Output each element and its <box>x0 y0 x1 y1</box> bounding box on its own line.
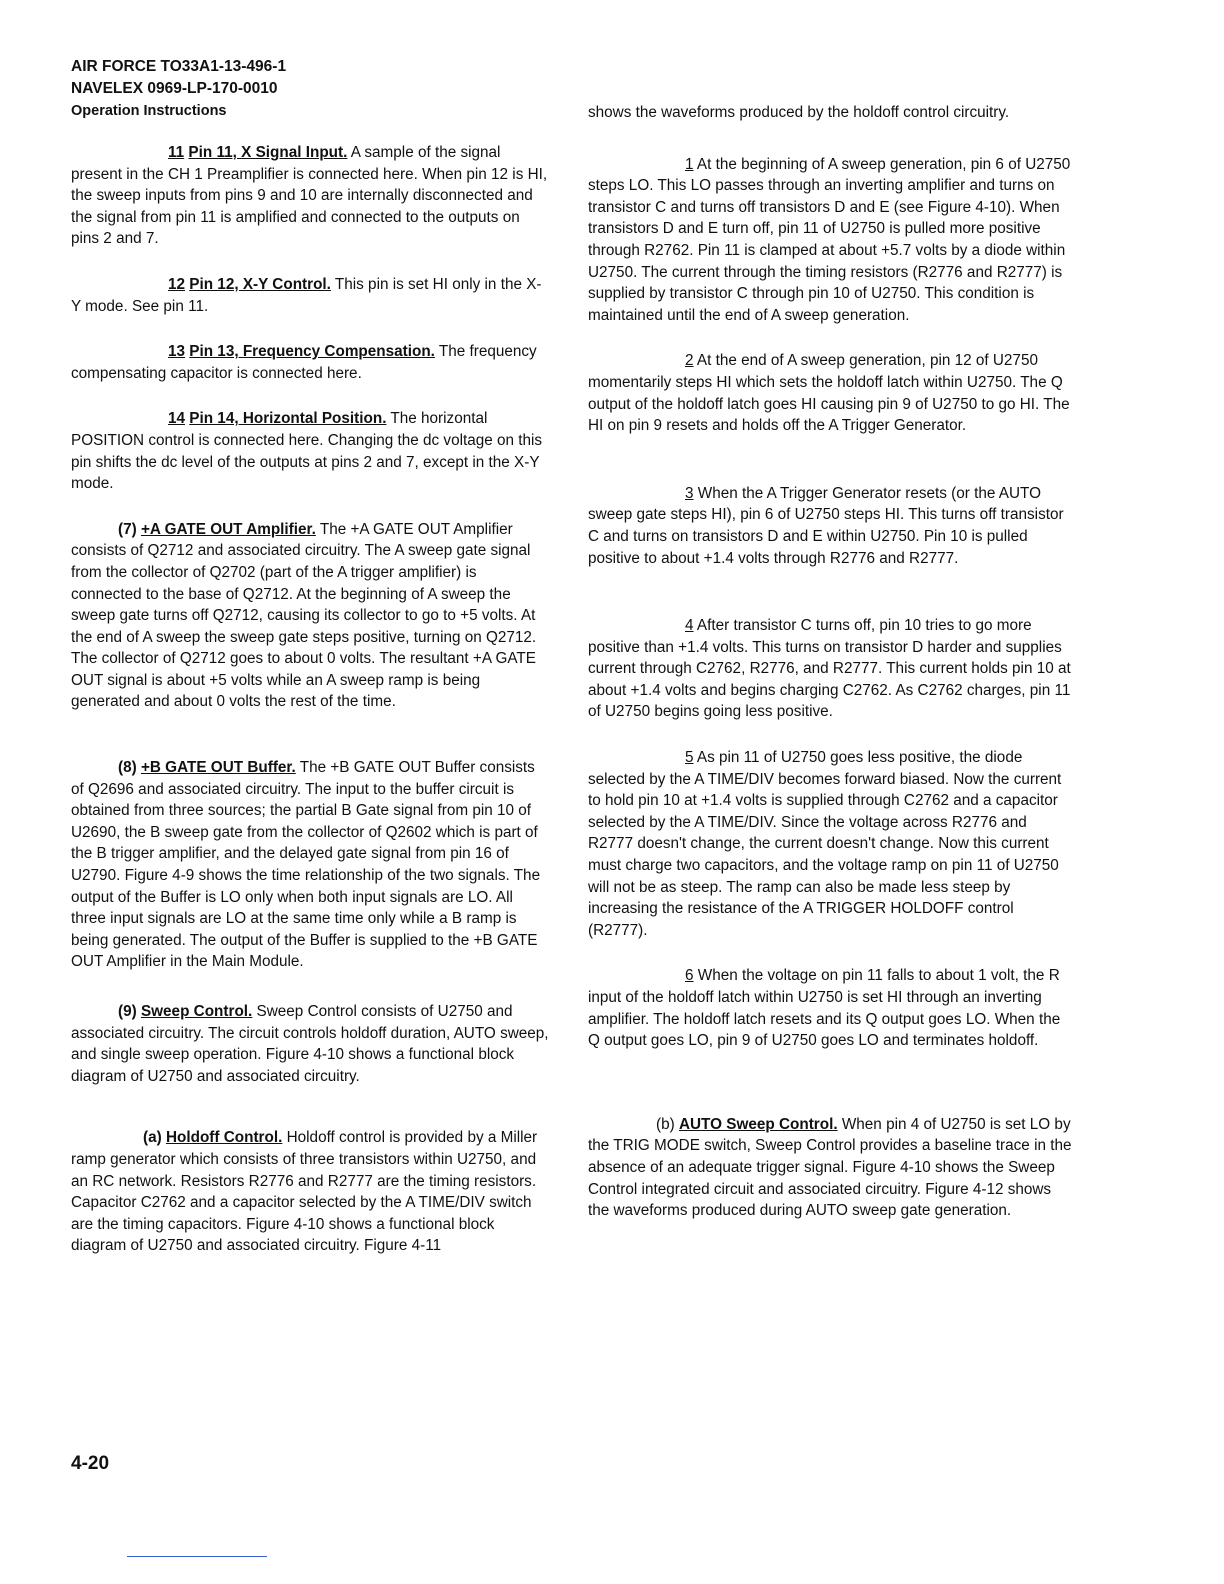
footer-rule <box>127 1556 267 1557</box>
item-title: Pin 13, Frequency Compensation. <box>189 343 435 361</box>
paragraph-a-gate-out <box>71 519 551 713</box>
item-number: (7) <box>118 520 137 538</box>
step-number: 2 <box>685 352 694 370</box>
item-text: When pin 4 of U2750 is set LO by the TRIG MODE switch, Sweep Control provides a baseline trace in the absence of an adequate trigger signal. Figure 4-10 shows the Sweep Control integrated circuit and associated circuitry. Figure 4-12 shows the waveforms produced during AUTO sweep gate generation. <box>588 1115 1072 1220</box>
paragraph-pin-14 <box>71 408 551 494</box>
item-title: Pin 12, X-Y Control. <box>189 275 331 293</box>
step-4 <box>588 615 1073 723</box>
item-text: The frequency compensating capacitor is connected here. <box>71 343 537 382</box>
paragraph-continuation <box>588 102 1073 124</box>
item-text: shows the waveforms produced by the holdoff control circuitry. <box>588 104 1010 121</box>
item-text: Holdoff control is provided by a Miller ramp generator which consists of three transistors within U2750, and an RC network. Resistors R2776 and R2777 are the timing resistors. Capacitor C2762 and a capacitor selected by the A TIME/DIV switch are the timing capacitors. Figure 4-10 shows a functional block diagram of U2750 and associated circuitry. Figure 4-11 <box>71 1129 538 1255</box>
step-3 <box>588 483 1073 569</box>
item-text: Sweep Control consists of U2750 and associated circuitry. The circuit controls holdoff duration, AUTO sweep, and single sweep operation. Figure 4-10 shows a functional block diagram of U2750 and associated circuitry. <box>71 1003 549 1085</box>
item-number: (a) <box>143 1129 162 1147</box>
item-title: Sweep Control. <box>140 1003 253 1020</box>
step-6 <box>588 965 1073 1051</box>
document-header <box>71 56 286 122</box>
left-column <box>71 142 551 1257</box>
item-number: (9) <box>118 1003 137 1020</box>
item-title: Pin 11, X Signal Input. <box>188 144 348 161</box>
paragraph-pin-13 <box>71 341 551 384</box>
header-navelex-id: NAVELEX 0969-LP-170-0010 <box>71 80 278 97</box>
step-number: 5 <box>685 749 694 767</box>
item-number: 13 <box>168 343 186 361</box>
paragraph-holdoff-control <box>71 1127 551 1257</box>
item-title: +B GATE OUT Buffer. <box>140 759 296 777</box>
step-number: 3 <box>685 484 694 502</box>
step-number: 1 <box>685 155 694 173</box>
paragraph-pin-11 <box>71 142 551 250</box>
item-number: 12 <box>168 275 186 293</box>
item-text: A sample of the signal present in the CH 1 Preamplifier is connected here. When pin 12 is HI, the sweep inputs from pins 9 and 10 are internally disconnected and the signal from pin 11 is amplified and connected to the outputs on pins 2 and 7. <box>71 144 548 248</box>
step-text: As pin 11 of U2750 goes less positive, the diode selected by the A TIME/DIV becomes forward biased. Now the current to hold pin 10 at +1.4 volts is supplied through C2762 and a capacitor selected by the A TIME/DIV. Since the voltage across R2776 and R2777 doesn't change, the current doesn't change. Now this current must charge two capacitors, and the voltage ramp on pin 11 of U2750 will not be as steep. The ramp can also be made less steep by increasing the resistance of the A TRIGGER HOLDOFF control (R2777). <box>588 749 1062 939</box>
item-text: The +A GATE OUT Amplifier consists of Q2712 and associated circuitry. The A sweep gate signal from the collector of Q2702 (part of the A trigger amplifier) is connected to the base of Q2712. At the beginning of A sweep the sweep gate turns off Q2712, causing its collector to go to +5 volts. At the end of A sweep the sweep gate steps positive, turning on Q2712. The collector of Q2712 goes to about 0 volts. The resultant +A GATE OUT signal is about +5 volts while an A sweep ramp is being generated and about 0 volts the rest of the time. <box>71 520 537 711</box>
item-title: Pin 14, Horizontal Position. <box>189 410 387 428</box>
item-text: The horizontal POSITION control is connected here. Changing the dc voltage on this pin shifts the dc level of the outputs at pins 2 and 7, except in the X-Y mode. <box>71 410 543 493</box>
step-text: At the end of A sweep generation, pin 12 of U2750 momentarily steps HI which sets the holdoff latch within U2750. The Q output of the holdoff latch goes HI causing pin 9 of U2750 to go HI. The HI on pin 9 resets and holds off the A Trigger Generator. <box>588 352 1070 435</box>
item-title: Holdoff Control. <box>165 1129 283 1147</box>
item-number: 14 <box>168 410 186 428</box>
paragraph-pin-12 <box>71 274 551 317</box>
item-title: +A GATE OUT Amplifier. <box>140 520 316 538</box>
item-text: This pin is set HI only in the X-Y mode. See pin 11. <box>71 275 542 315</box>
step-2 <box>588 350 1073 436</box>
paragraph-b-gate-out <box>71 757 551 973</box>
item-number: (b) <box>656 1115 675 1133</box>
paragraph-auto-sweep-control <box>588 1114 1073 1222</box>
item-number: (8) <box>118 759 137 777</box>
paragraph-sweep-control <box>71 1001 551 1087</box>
step-1 <box>588 154 1073 327</box>
step-text: When the voltage on pin 11 falls to about 1 volt, the R input of the holdoff latch within U2750 is set HI through an inverting amplifier. The holdoff latch resets and its Q output goes LO. When the Q output goes LO, pin 9 of U2750 goes LO and terminates holdoff. <box>588 967 1061 1050</box>
step-number: 4 <box>685 617 694 635</box>
step-text: At the beginning of A sweep generation, pin 6 of U2750 steps LO. This LO passes through an inverting amplifier and turns on transistor C and turns off transistors D and E (see Figure 4-10). When transistors D and E turn off, pin 11 of U2750 is pulled more positive through R2762. Pin 11 is clamped at about +5.7 volts by a diode within U2750. The current through the timing resistors (R2776 and R2777) is supplied by transistor C through pin 10 of U2750. This condition is maintained until the end of A sweep generation. <box>588 155 1071 324</box>
page-number: 4-20 <box>71 1453 110 1474</box>
header-section-title: Operation Instructions <box>71 103 227 119</box>
right-column <box>588 102 1073 1222</box>
step-text: After transistor C turns off, pin 10 tries to go more positive than +1.4 volts. This turns on transistor D harder and supplies current through C2762, R2776, and R2777. This current holds pin 10 at about +1.4 volts and begins charging C2762. As C2762 charges, pin 11 of U2750 begins going less positive. <box>588 617 1071 721</box>
item-text: The +B GATE OUT Buffer consists of Q2696 and associated circuitry. The input to the buffer circuit is obtained from three sources; the partial B Gate signal from pin 10 of U2690, the B sweep gate from the collector of Q2602 which is part of the B trigger amplifier, and the delayed gate signal from pin 16 of U2790. Figure 4-9 shows the time relationship of the two signals. The output of the Buffer is LO only when both input signals are LO. All three input signals are LO at the same time only while a B ramp is being generated. The output of the Buffer is supplied to the +B GATE OUT Amplifier in the Main Module. <box>71 759 541 971</box>
step-number: 6 <box>685 967 694 985</box>
step-5 <box>588 747 1073 941</box>
item-number: 11 <box>168 144 185 161</box>
item-title: AUTO Sweep Control. <box>678 1115 838 1133</box>
header-air-force-id: AIR FORCE TO33A1-13-496-1 <box>71 58 287 75</box>
step-text: When the A Trigger Generator resets (or the AUTO sweep gate steps HI), pin 6 of U2750 steps HI. This turns off transistor C and turns on transistors D and E within U2750. Pin 10 is pulled positive to about +1.4 volts through R2776 and R2777. <box>588 484 1064 567</box>
